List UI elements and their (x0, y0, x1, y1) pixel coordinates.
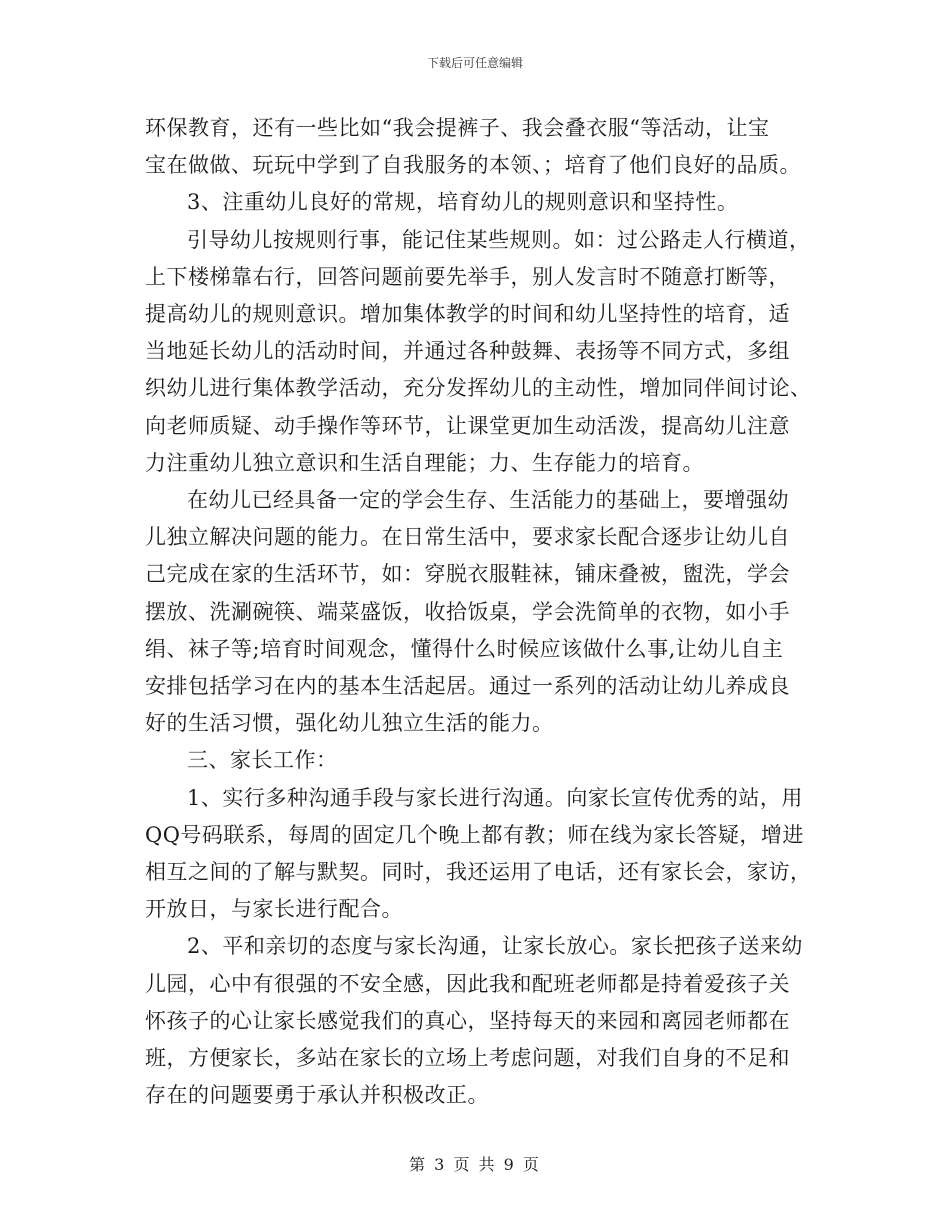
text-line: 相互之间的了解与默契。同时，我还运用了电话，还有家长会，家访， (145, 860, 812, 885)
text-line: 上下楼梯靠右行，回答问题前要先举手，别人发言时不随意打断等， (145, 264, 790, 289)
text-line: 存在的问题要勇于承认并积极改正。 (145, 1083, 489, 1108)
text-line: 班，方便家长，多站在家长的立场上考虑问题，对我们自身的不足和 (145, 1046, 790, 1071)
text-line: 摆放、洗涮碗筷、端菜盛饭，收拾饭桌，学会洗简单的衣物，如小手 (145, 599, 790, 624)
text-line: 力注重幼儿独立意识和生活自理能；力、生存能力的培育。 (145, 450, 704, 475)
text-line: 在幼儿已经具备一定的学会生存、生活能力的基础上，要增强幼 (187, 488, 789, 513)
text-line: QQ号码联系，每周的固定几个晚上都有教；师在线为家长答疑，增进 (145, 822, 804, 847)
text-line: 安排包括学习在内的基本生活起居。通过一系列的活动让幼儿养成良 (145, 674, 790, 699)
text-line: 己完成在家的生活环节，如：穿脱衣服鞋袜，铺床叠被，盥洗，学会 (145, 562, 790, 587)
document-body (145, 110, 810, 1114)
text-line: 怀孩子的心让家长感觉我们的真心，坚持每天的来园和离园老师都在 (145, 1008, 790, 1033)
text-line: 当地延长幼儿的活动时间，并通过各种鼓舞、表扬等不同方式，多组 (145, 339, 790, 364)
section-heading: 三、家长工作： (187, 748, 338, 773)
text-line: 好的生活习惯，强化幼儿独立生活的能力。 (145, 711, 554, 736)
text-line: 引导幼儿按规则行事，能记住某些规则。如：过公路走人行横道， (187, 227, 811, 252)
section-heading: 3、注重幼儿良好的常规，培育幼儿的规则意识和坚持性。 (187, 190, 739, 215)
page-header: 下载后可任意编辑 (426, 56, 523, 70)
page-footer: 第 3 页 共 9 页 (409, 1155, 541, 1174)
text-line: 儿独立解决问题的能力。在日常生活中，要求家长配合逐步让幼儿自 (145, 525, 790, 550)
text-line: 织幼儿进行集体教学活动，充分发挥幼儿的主动性，增加同伴间讨论、 (145, 376, 812, 401)
text-line: 儿园，心中有很强的不安全感，因此我和配班老师都是持着爱孩子关 (145, 971, 790, 996)
text-line: 环保教育，还有一些比如“我会提裤子、我会叠衣服“等活动，让宝 (145, 116, 770, 140)
text-line: 向老师质疑、动手操作等环节，让课堂更加生动活泼，提高幼儿注意 (145, 413, 790, 438)
text-line: 绢、袜子等;培育时间观念，懂得什么时候应该做什么事,让幼儿自主 (145, 636, 784, 661)
text-line: 宝在做做、玩玩中学到了自我服务的本领、；培育了他们良好的品质。 (145, 153, 801, 178)
text-line: 开放日，与家长进行配合。 (145, 897, 403, 922)
text-line: 提高幼儿的规则意识。增加集体教学的时间和幼儿坚持性的培育，适 (145, 302, 790, 327)
text-line: 2、平和亲切的态度与家长沟通，让家长放心。家长把孩子送来幼 (187, 934, 803, 959)
text-line: 1、实行多种沟通手段与家长进行沟通。向家长宣传优秀的站，用 (187, 785, 803, 810)
